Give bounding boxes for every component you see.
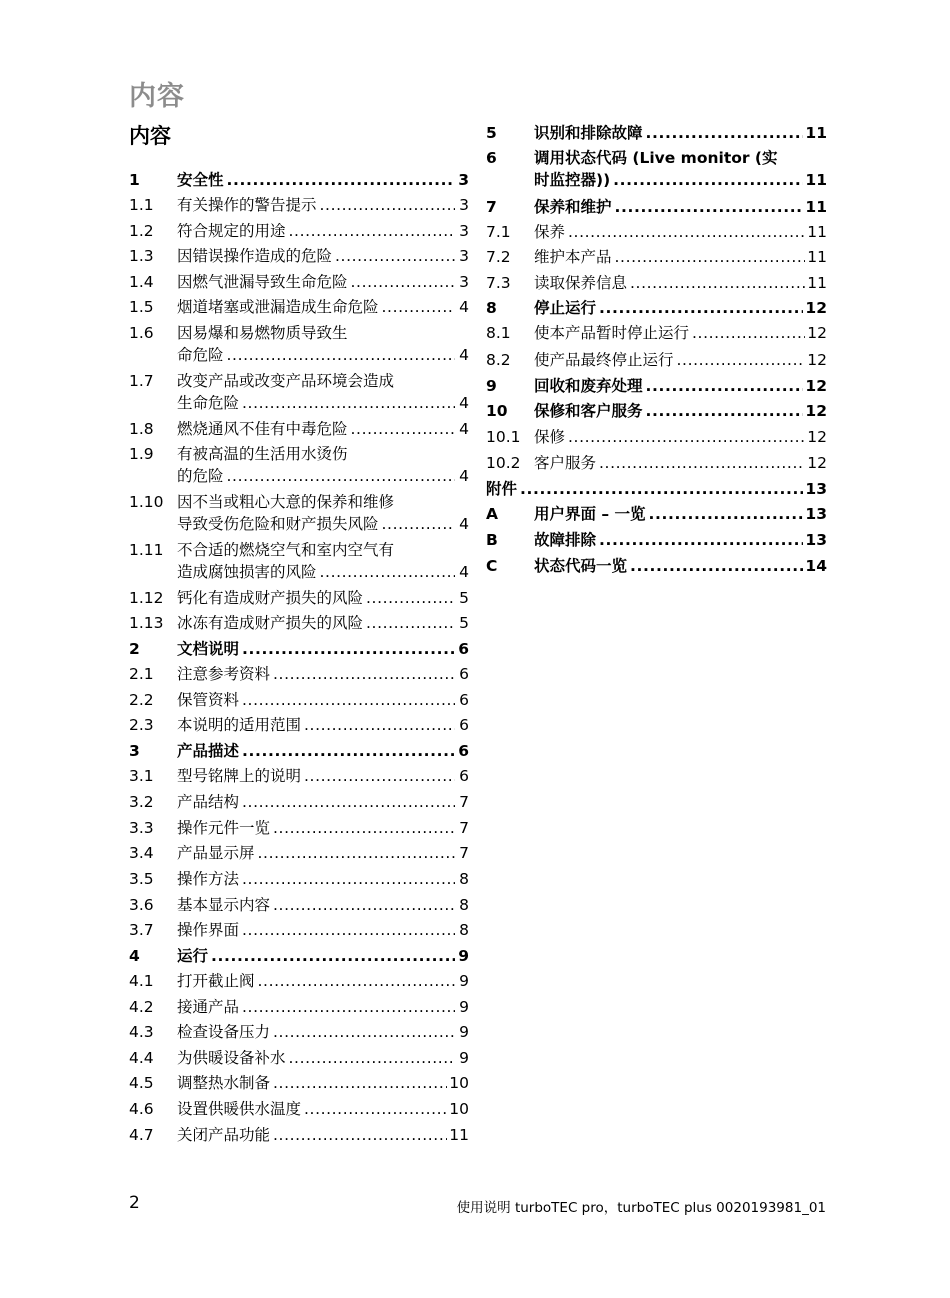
toc-entry[interactable] (129, 894, 469, 916)
toc-entry[interactable] (486, 122, 827, 144)
toc-entry-title: 保管资料 (177, 691, 240, 709)
toc-entry-number: 1.1 (129, 196, 154, 214)
toc-entry-number: 6 (486, 149, 497, 167)
dot-leader (649, 503, 804, 525)
toc-entry[interactable] (129, 817, 469, 839)
toc-entry[interactable] (129, 714, 469, 736)
toc-entry-title: 调用状态代码 (Live monitor (实 (534, 149, 778, 167)
dot-leader (273, 894, 455, 916)
dot-leader (692, 322, 805, 344)
toc-entry-title: 因错误操作造成的危险 (177, 247, 333, 265)
toc-entry-page: 9 (458, 947, 469, 965)
toc-entry[interactable] (129, 491, 469, 535)
dot-leader (227, 169, 455, 191)
running-head: 内容 (129, 81, 185, 112)
toc-entry[interactable] (129, 1124, 469, 1146)
toc-entry-title: 检查设备压力 (177, 1023, 271, 1041)
dot-leader (242, 868, 455, 890)
toc-entry-number: 3.2 (129, 793, 154, 811)
dot-leader (646, 122, 804, 144)
toc-entry-page: 3 (458, 171, 469, 189)
toc-entry-number: 1.12 (129, 589, 164, 607)
toc-entry-page: 4 (459, 467, 469, 485)
toc-entry-title: 操作界面 (177, 921, 240, 939)
toc-entry-page: 6 (459, 716, 469, 734)
toc-entry-page: 8 (459, 896, 469, 914)
toc-entry-page: 9 (459, 998, 469, 1016)
toc-entry-page: 4 (459, 420, 469, 438)
toc-entry-page: 9 (459, 1023, 469, 1041)
toc-entry[interactable] (129, 220, 469, 242)
toc-entry-title: 附件 (486, 480, 518, 498)
toc-entry-number: 10 (486, 402, 508, 420)
dot-leader (273, 1072, 447, 1094)
dot-leader (304, 1098, 447, 1120)
toc-entry-title: 接通产品 (177, 998, 240, 1016)
toc-entry-number: 8.2 (486, 351, 511, 369)
toc-entry-number: 1 (129, 171, 140, 189)
toc-entry-title: 回收和废弃处理 (534, 377, 643, 395)
toc-entry[interactable] (129, 443, 469, 487)
dot-leader (351, 418, 455, 440)
dot-leader (227, 344, 455, 366)
toc-entry-number: 8.1 (486, 324, 511, 342)
toc-entry-page: 9 (459, 1049, 469, 1067)
dot-leader (613, 169, 803, 191)
toc-entry-title: 为供暖设备补水 (177, 1049, 286, 1067)
toc-entry[interactable] (486, 297, 827, 319)
dot-leader (273, 1021, 455, 1043)
toc-entry-page: 3 (459, 222, 469, 240)
toc-entry-number: 1.8 (129, 420, 154, 438)
toc-entry-page: 12 (805, 402, 827, 420)
toc-entry-title: 保养 (534, 223, 566, 241)
dot-leader (599, 297, 803, 319)
toc-entry-title: 有被高温的生活用水烫伤 (177, 445, 348, 463)
dot-leader (242, 791, 455, 813)
toc-entry[interactable] (129, 842, 469, 864)
toc-entry[interactable] (129, 970, 469, 992)
toc-entry-title: 不合适的燃烧空气和室内空气有 (177, 541, 395, 559)
toc-entry-number: 3.4 (129, 844, 154, 862)
toc-entry-number: 1.5 (129, 298, 154, 316)
toc-entry-page: 3 (459, 273, 469, 291)
toc-entry-page: 5 (459, 614, 469, 632)
toc-entry-title: 因不当或粗心大意的保养和维修 (177, 493, 395, 511)
toc-entry-title: 运行 (177, 947, 209, 965)
toc-entry-number: 8 (486, 299, 497, 317)
toc-entry[interactable] (486, 426, 827, 448)
toc-entry-number: 1.3 (129, 247, 154, 265)
toc-entry-page: 11 (807, 274, 827, 292)
toc-entry[interactable] (129, 418, 469, 440)
toc-entry-number: 4.7 (129, 1126, 154, 1144)
dot-leader (242, 689, 455, 711)
toc-entry-page: 13 (805, 531, 827, 549)
toc-entry-page: 8 (459, 921, 469, 939)
toc-entry-page: 12 (807, 351, 827, 369)
toc-entry-title: 设置供暖供水温度 (177, 1100, 302, 1118)
toc-entry-title: 使本产品暂时停止运行 (534, 324, 690, 342)
toc-entry-title: 符合规定的用途 (177, 222, 286, 240)
dot-leader (320, 561, 455, 583)
toc-entry-page: 4 (459, 394, 469, 412)
dot-leader (646, 400, 804, 422)
dot-leader (320, 194, 455, 216)
toc-entry[interactable] (129, 868, 469, 890)
toc-entry-title: 保修和客户服务 (534, 402, 643, 420)
toc-entry-number: 7 (486, 198, 497, 216)
dot-leader (242, 392, 455, 414)
toc-entry[interactable] (486, 349, 827, 371)
toc-entry-number: 3 (129, 742, 140, 760)
toc-entry-title: 烟道堵塞或泄漏造成生命危险 (177, 298, 379, 316)
toc-entry-page: 13 (805, 480, 827, 498)
dot-leader (677, 349, 806, 371)
toc-entry[interactable] (129, 169, 469, 191)
toc-entry-number: 3.6 (129, 896, 154, 914)
toc-entry[interactable] (129, 194, 469, 216)
toc-entry-page: 9 (459, 972, 469, 990)
dot-leader (630, 555, 803, 577)
dot-leader (520, 478, 803, 500)
toc-entry-title: 保修 (534, 428, 566, 446)
toc-entry-number: B (486, 531, 498, 549)
toc-entry[interactable] (486, 400, 827, 422)
dot-leader (630, 272, 805, 294)
toc-entry-title: 客户服务 (534, 454, 597, 472)
toc-entry-page: 11 (807, 248, 827, 266)
dot-leader (242, 638, 455, 660)
toc-entry[interactable] (486, 322, 827, 344)
toc-entry-number: 4.5 (129, 1074, 154, 1092)
dot-leader (242, 740, 455, 762)
toc-entry-number: 3.5 (129, 870, 154, 888)
toc-entry-title: 操作元件一览 (177, 819, 271, 837)
toc-entry-page: 12 (805, 377, 827, 395)
toc-entry-page: 4 (459, 346, 469, 364)
toc-entry-number: C (486, 557, 498, 575)
toc-entry-page: 13 (805, 505, 827, 523)
dot-leader (599, 452, 805, 474)
toc-entry[interactable] (129, 638, 469, 660)
toc-entry-number: 1.2 (129, 222, 154, 240)
toc-entry-number: 1.9 (129, 445, 154, 463)
toc-entry-page: 11 (805, 198, 827, 216)
toc-entry-page: 6 (458, 742, 469, 760)
toc-entry-number: 2 (129, 640, 140, 658)
toc-entry-number: 4.1 (129, 972, 154, 990)
dot-leader (646, 375, 804, 397)
toc-entry-title: 停止运行 (534, 299, 597, 317)
toc-entry-title: 注意参考资料 (177, 665, 271, 683)
toc-entry-title: 状态代码一览 (534, 557, 628, 575)
toc-entry-page: 4 (459, 563, 469, 581)
toc-entry-number: 9 (486, 377, 497, 395)
toc-entry-title: 本说明的适用范围 (177, 716, 302, 734)
toc-entry-number: 1.6 (129, 324, 154, 342)
dot-leader (615, 196, 804, 218)
toc-entry[interactable] (486, 452, 827, 474)
dot-leader (258, 970, 455, 992)
toc-entry-page: 12 (805, 299, 827, 317)
toc-entry-number: 4.2 (129, 998, 154, 1016)
toc-entry[interactable] (129, 1047, 469, 1069)
dot-leader (382, 296, 455, 318)
toc-entry-number: 2.2 (129, 691, 154, 709)
toc-entry-title: 调整热水制备 (177, 1074, 271, 1092)
toc-entry-title: 使产品最终停止运行 (534, 351, 674, 369)
toc-entry-title: 操作方法 (177, 870, 240, 888)
toc-entry[interactable] (129, 370, 469, 414)
toc-entry-number: 5 (486, 124, 497, 142)
toc-entry[interactable] (129, 945, 469, 967)
toc-entry-page: 6 (459, 767, 469, 785)
toc-entry[interactable] (129, 296, 469, 318)
toc-entry-title: 用户界面 – 一览 (534, 505, 646, 523)
toc-entry-title: 打开截止阀 (177, 972, 255, 990)
toc-entry-page: 11 (807, 223, 827, 241)
toc-entry[interactable] (129, 1072, 469, 1094)
toc-entry-title: 保养和维护 (534, 198, 612, 216)
toc-entry-number: 7.2 (486, 248, 511, 266)
toc-entry-title: 生命危险 (177, 394, 240, 412)
toc-entry[interactable] (486, 529, 827, 551)
toc-entry[interactable] (129, 663, 469, 685)
toc-entry-title: 维护本产品 (534, 248, 612, 266)
toc-entry[interactable] (486, 375, 827, 397)
toc-entry-number: 1.4 (129, 273, 154, 291)
toc-entry[interactable] (129, 919, 469, 941)
toc-entry[interactable] (129, 1098, 469, 1120)
toc-entry-page: 4 (459, 515, 469, 533)
toc-entry-number: 10.1 (486, 428, 521, 446)
toc-entry[interactable] (486, 246, 827, 268)
toc-entry-page: 6 (459, 691, 469, 709)
toc-entry[interactable] (129, 539, 469, 583)
toc-entry-title: 故障排除 (534, 531, 597, 549)
toc-entry-page: 11 (805, 124, 827, 142)
dot-leader (242, 919, 455, 941)
toc-entry-page: 7 (459, 793, 469, 811)
toc-entry[interactable] (486, 221, 827, 243)
toc-entry-number: 4.6 (129, 1100, 154, 1118)
toc-entry-number: 1.10 (129, 493, 164, 511)
toc-entry[interactable] (486, 196, 827, 218)
toc-entry-page: 3 (459, 196, 469, 214)
toc-entry-page: 12 (807, 428, 827, 446)
toc-entry-title: 型号铭牌上的说明 (177, 767, 302, 785)
toc-entry[interactable] (486, 147, 827, 191)
dot-leader (599, 529, 803, 551)
toc-entry-page: 10 (449, 1074, 469, 1092)
toc-entry-title: 产品显示屏 (177, 844, 255, 862)
toc-entry-title: 因易爆和易燃物质导致生 (177, 324, 348, 342)
toc-entry-number: 1.11 (129, 541, 164, 559)
dot-leader (211, 945, 455, 967)
toc-entry-title: 导致受伤危险和财产损失风险 (177, 515, 379, 533)
toc-entry-number: 7.3 (486, 274, 511, 292)
toc-entry[interactable] (129, 1021, 469, 1043)
toc-entry[interactable] (129, 996, 469, 1018)
dot-leader (568, 426, 805, 448)
toc-entry-number: 4 (129, 947, 140, 965)
toc-entry-number: 2.1 (129, 665, 154, 683)
toc-entry-title: 命危险 (177, 346, 224, 364)
toc-entry-title: 燃烧通风不佳有中毒危险 (177, 420, 348, 438)
toc-entry-page: 11 (805, 171, 827, 189)
toc-entry[interactable] (129, 612, 469, 634)
toc-entry-number: 3.7 (129, 921, 154, 939)
toc-entry-title: 改变产品或改变产品环境会造成 (177, 372, 395, 390)
toc-entry-number: 10.2 (486, 454, 521, 472)
toc-entry-page: 12 (807, 324, 827, 342)
toc-entry[interactable] (129, 791, 469, 813)
toc-entry-page: 5 (459, 589, 469, 607)
toc-entry[interactable] (129, 740, 469, 762)
toc-entry-page: 7 (459, 819, 469, 837)
toc-entry-number: 1.13 (129, 614, 164, 632)
toc-entry-title: 产品描述 (177, 742, 240, 760)
toc-entry-page: 8 (459, 870, 469, 888)
toc-entry[interactable] (129, 689, 469, 711)
toc-entry-title: 的危险 (177, 467, 224, 485)
toc-entry-page: 6 (458, 640, 469, 658)
dot-leader (242, 996, 455, 1018)
toc-entry-title: 识别和排除故障 (534, 124, 643, 142)
toc-entry-page: 11 (449, 1126, 469, 1144)
toc-entry[interactable] (129, 587, 469, 609)
toc-entry[interactable] (486, 478, 827, 500)
toc-entry-title: 文档说明 (177, 640, 240, 658)
toc-entry-title: 关闭产品功能 (177, 1126, 271, 1144)
toc-entry-page: 10 (449, 1100, 469, 1118)
toc-entry-page: 6 (459, 665, 469, 683)
toc-entry-title: 钙化有造成财产损失的风险 (177, 589, 364, 607)
dot-leader (289, 220, 455, 242)
document-id: 使用说明 turboTEC pro，turboTEC plus 0020193981_01 (456, 1200, 826, 1216)
toc-entry-number: 4.3 (129, 1023, 154, 1041)
dot-leader (335, 245, 455, 267)
toc-title: 内容 (129, 124, 171, 148)
toc-entry[interactable] (486, 555, 827, 577)
dot-leader (273, 663, 455, 685)
dot-leader (366, 587, 455, 609)
toc-entry[interactable] (486, 272, 827, 294)
dot-leader (289, 1047, 455, 1069)
toc-entry-number: 3.1 (129, 767, 154, 785)
dot-leader (258, 842, 455, 864)
toc-entry-title: 时监控器)) (534, 171, 611, 189)
toc-entry-page: 4 (459, 298, 469, 316)
toc-entry-title: 造成腐蚀损害的风险 (177, 563, 317, 581)
toc-entry-title: 冰冻有造成财产损失的风险 (177, 614, 364, 632)
toc-entry-number: 3.3 (129, 819, 154, 837)
toc-entry[interactable] (129, 271, 469, 293)
toc-entry[interactable] (129, 765, 469, 787)
dot-leader (304, 765, 455, 787)
toc-entry-page: 7 (459, 844, 469, 862)
dot-leader (568, 221, 805, 243)
toc-entry-title: 基本显示内容 (177, 896, 271, 914)
toc-entry-title: 产品结构 (177, 793, 240, 811)
dot-leader (227, 465, 455, 487)
toc-entry-title: 读取保养信息 (534, 274, 628, 292)
toc-entry-number: 7.1 (486, 223, 511, 241)
page-number: 2 (129, 1193, 140, 1213)
dot-leader (304, 714, 455, 736)
toc-entry-title: 安全性 (177, 171, 224, 189)
dot-leader (351, 271, 455, 293)
toc-entry-number: 1.7 (129, 372, 154, 390)
dot-leader (273, 817, 455, 839)
dot-leader (615, 246, 806, 268)
toc-entry[interactable] (129, 245, 469, 267)
dot-leader (273, 1124, 447, 1146)
toc-entry-number: 2.3 (129, 716, 154, 734)
toc-entry-page: 14 (805, 557, 827, 575)
dot-leader (382, 513, 455, 535)
toc-entry[interactable] (486, 503, 827, 525)
toc-entry-number: A (486, 505, 498, 523)
toc-entry[interactable] (129, 322, 469, 366)
toc-entry-page: 3 (459, 247, 469, 265)
dot-leader (366, 612, 455, 634)
toc-entry-number: 4.4 (129, 1049, 154, 1067)
toc-entry-page: 12 (807, 454, 827, 472)
toc-entry-title: 因燃气泄漏导致生命危险 (177, 273, 348, 291)
toc-entry-title: 有关操作的警告提示 (177, 196, 317, 214)
